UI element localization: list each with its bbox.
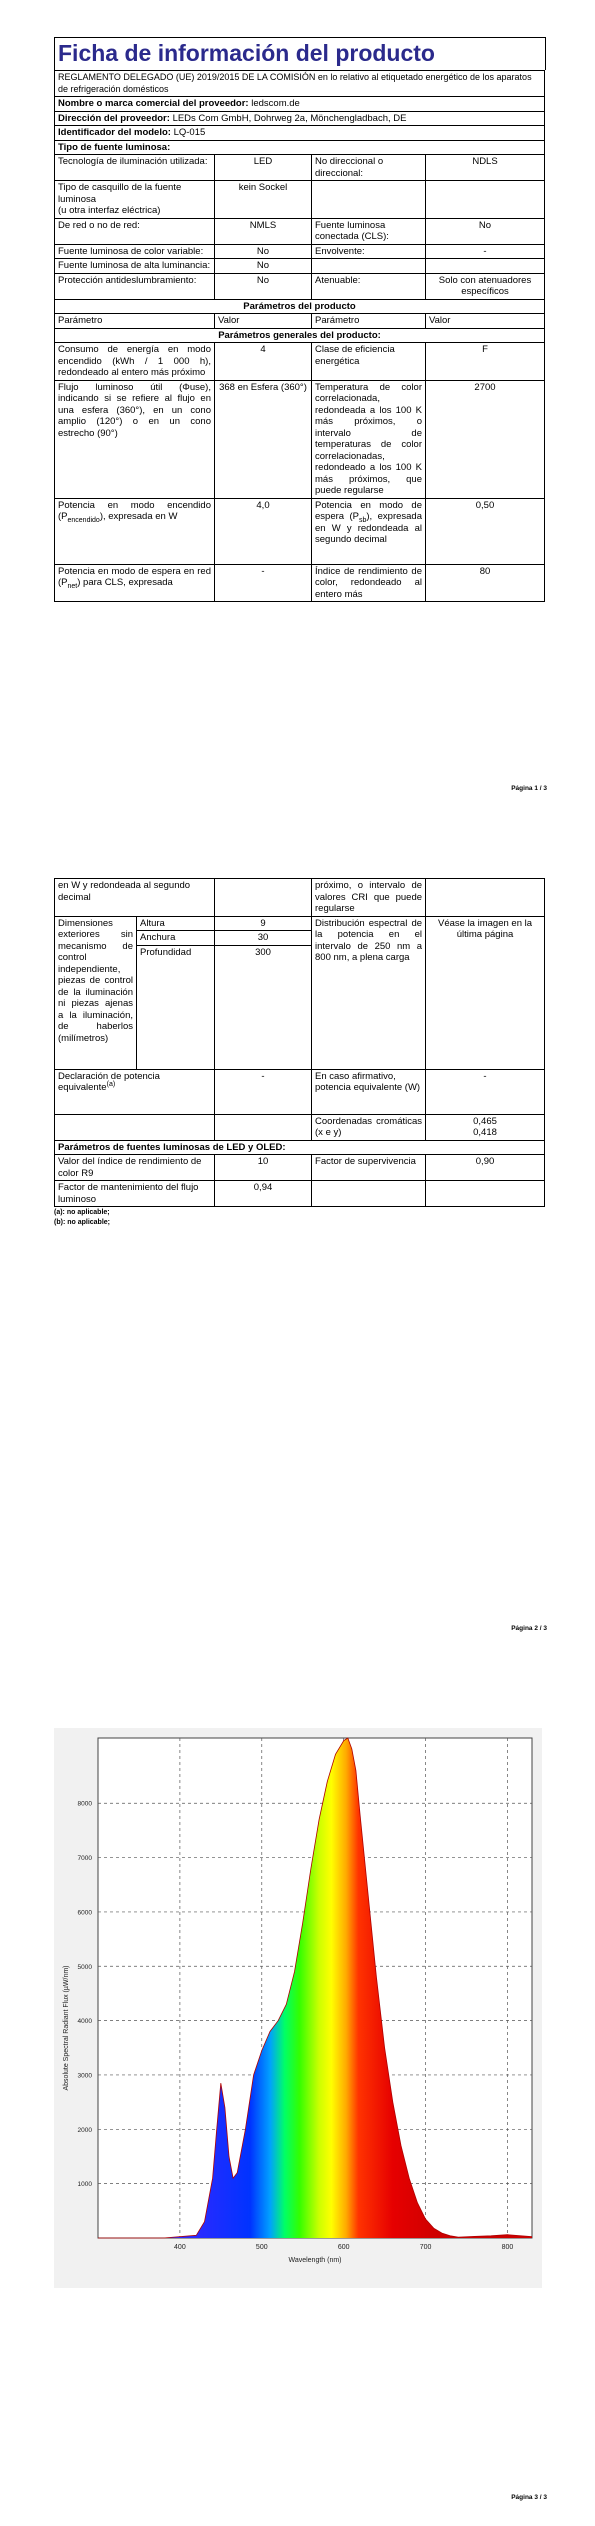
y-tick-label: 3000 [77,2072,92,2080]
energy-label: Consumo de energía en modo encendido (kWh / 1 000 h), redondeado al entero más próximo [55,343,215,381]
empty-cell [312,1181,426,1207]
onmode-label-a: Potencia en modo encendido (P [58,499,211,522]
tech-value: LED [215,155,312,181]
chroma-x-value: 0,465 [473,1115,497,1127]
page-number: Página 3 / 3 [511,2494,547,2501]
width-label: Anchura [137,931,215,946]
netstandby-label-b: ) para CLS, expresada [77,577,173,588]
supplier-name-row [55,97,545,112]
y-tick-label: 2000 [77,2126,92,2134]
general-params-title: Parámetros generales del producto: [55,328,545,343]
led-params-title: Parámetros de fuentes luminosas de LED y OLED: [55,1140,545,1155]
supplier-address-value: LEDs Com GmbH, Dohrweg 2a, Mönchengladbach, DE [172,112,407,124]
empty-cell [312,259,426,274]
equiv-label-text: Declaración de potencia equivalente [58,1070,160,1093]
model-row [55,126,545,141]
depth-value: 300 [215,945,312,1069]
footnotes [54,1208,544,1228]
standby-label-a: Potencia en modo de espera (P [315,499,422,522]
netstandby-value: - [215,564,312,602]
mains-value: NMLS [215,218,312,244]
flux-label: Flujo luminoso útil (Φuse), indicando si se refiere al flujo en una esfera (360°), en un cono amplio (120°) o en un cono estrecho (90°) [55,380,215,498]
onmode-value: 4,0 [215,498,312,564]
netstandby-label-part2: en W y redondeada al segundo decimal [55,879,215,917]
tunable-label: Fuente luminosa de color variable: [55,244,215,259]
energy-value: 4 [215,343,312,381]
dimmable-value: Solo con atenuadores específicos [426,273,545,299]
spectral-chart-container [54,1728,542,2293]
netstandby-label-sub: net [67,582,78,590]
cap-label-line-2: (u otra interfaz eléctrica) [58,205,161,216]
x-tick-label: 800 [501,2244,514,2251]
empty-cell [426,1181,545,1207]
equiv-power-label: En caso afirmativo, potencia equivalente (W) [312,1069,426,1114]
equiv-value: - [215,1069,312,1114]
cap-value: kein Sockel [215,181,312,219]
onmode-label-b: ), expresada en W [99,511,178,522]
onmode-label-sub: encendido [67,516,100,524]
spd-value: Véase la imagen en la última página [426,916,545,1069]
product-sheet-page-1 [54,37,544,602]
y-axis-label: Absolute Spectral Radiant Flux (µW/nm) [63,1965,70,2091]
empty-cell [215,879,312,917]
lumen-maintenance-value: 0,94 [215,1181,312,1207]
col-param-header: Parámetro [55,314,215,329]
r9-value: 10 [215,1155,312,1181]
light-source-type-heading: Tipo de fuente luminosa: [55,140,545,155]
x-tick-label: 400 [174,2244,186,2251]
flux-value: 368 en Esfera (360°) [215,380,312,498]
empty-cell [426,259,545,274]
y-tick-label: 6000 [77,1909,92,1917]
chroma-label: Coordenadas cromáticas (x e y) [312,1114,426,1140]
dimmable-label: Atenuable: [312,273,426,299]
y-tick-label: 5000 [77,1963,92,1971]
tech-label: Tecnología de iluminación utilizada: [55,155,215,181]
envelope-label: Envolvente: [312,244,426,259]
glare-value: No [215,273,312,299]
product-sheet-page-2 [54,878,544,1228]
class-value: F [426,343,545,381]
chroma-value [426,1114,545,1140]
lumen-maintenance-label: Factor de mantenimiento del flujo luminoso [55,1181,215,1207]
y-tick-label: 4000 [77,2018,92,2026]
empty-cell [312,181,426,219]
high-luminance-label: Fuente luminosa de alta luminancia: [55,259,215,274]
envelope-value: - [426,244,545,259]
standby-label [312,498,426,564]
cri-label-part2: próximo, o intervalo de valores CRI que puede regularse [312,879,426,917]
cri-value: 80 [426,564,545,602]
connected-value: No [426,218,545,244]
product-info-table [54,70,545,602]
equiv-label [55,1069,215,1114]
glare-label: Protección antideslumbramiento: [55,273,215,299]
width-value: 30 [215,931,312,946]
height-value: 9 [215,916,312,931]
footnote-a: (a): no aplicable; [54,1209,110,1216]
connected-label: Fuente luminosa conectada (CLS): [312,218,426,244]
spd-label: Distribución espectral de la potencia en el intervalo de 250 nm a 800 nm, a plena carga [312,916,426,1069]
params-section-title: Parámetros del producto [55,299,545,314]
empty-cell [426,181,545,219]
cap-label [55,181,215,219]
x-axis-label: Wavelength (nm) [288,2257,342,2264]
netstandby-label-a: Potencia en modo de espera en red (P [58,565,211,588]
page-1 [0,0,595,845]
empty-cell [426,879,545,917]
netstandby-label-part1 [55,564,215,602]
col-value-header: Valor [426,314,545,329]
tunable-value: No [215,244,312,259]
x-tick-label: 500 [255,2244,268,2251]
standby-label-sub: sb [358,516,367,524]
equiv-power-value: - [426,1069,545,1114]
standby-label-b: ), expresada en W y redondeada al segundo decimal [315,511,422,545]
product-info-table-cont [54,878,545,1207]
cct-label: Temperatura de color correlacionada, redondeada a los 100 K más próximos, o intervalo de temperaturas de color correlacionadas, redondeado a los 100 K más próximos, que puede regularse [312,380,426,498]
mains-label: De red o no de red: [55,218,215,244]
model-value: LQ-015 [173,127,206,138]
cri-label-part1: Índice de rendimiento de color, redondeado al entero más [312,564,426,602]
document-title: Ficha de información del producto [54,37,546,70]
col-param-header: Parámetro [312,314,426,329]
y-tick-label: 8000 [77,1800,92,1808]
cct-value: 2700 [426,380,545,498]
supplier-address-row [55,111,545,126]
supplier-name-label: Nombre o marca comercial del proveedor: [58,98,249,109]
standby-value: 0,50 [426,498,545,564]
spectral-power-distribution-chart [54,1728,542,2288]
directional-value: NDLS [426,155,545,181]
survival-value: 0,90 [426,1155,545,1181]
onmode-label [55,498,215,564]
depth-label: Profundidad [137,945,215,1069]
regulation-text: REGLAMENTO DELEGADO (UE) 2019/2015 DE LA COMISIÓN en lo relativo al etiquetado energético de los aparatos de refrigeración domésticos [55,71,545,97]
y-tick-label: 1000 [77,2181,92,2189]
y-tick-label: 7000 [77,1855,92,1863]
class-label: Clase de eficiencia energética [312,343,426,381]
high-luminance-value: No [215,259,312,274]
footnote-b: (b): no aplicable; [54,1219,110,1226]
height-label: Altura [137,916,215,931]
survival-label: Factor de supervivencia [312,1155,426,1181]
page-number: Página 2 / 3 [511,1625,547,1632]
directional-label: No direccional o direccional: [312,155,426,181]
model-label: Identificador del modelo: [58,127,171,138]
col-value-header: Valor [215,314,312,329]
supplier-address-label: Dirección del proveedor: [58,112,170,124]
empty-cell [215,1114,312,1140]
cap-label-line-1: Tipo de casquillo de la fuente luminosa [58,182,182,205]
supplier-name-value: ledscom.de [251,98,300,109]
equiv-footnote-mark: (a) [106,1080,116,1088]
page-number: Página 1 / 3 [511,785,547,792]
r9-label: Valor del índice de rendimiento de color R9 [55,1155,215,1181]
dimensions-label: Dimensiones exteriores sin mecanismo de control independiente, piezas de control de la iluminación ni piezas ajenas a la iluminación, de haberlos (milímetros) [55,916,137,1069]
x-tick-label: 600 [337,2244,350,2251]
empty-cell [55,1114,215,1140]
chroma-y-value: 0,418 [473,1127,497,1138]
x-tick-label: 700 [419,2244,432,2251]
